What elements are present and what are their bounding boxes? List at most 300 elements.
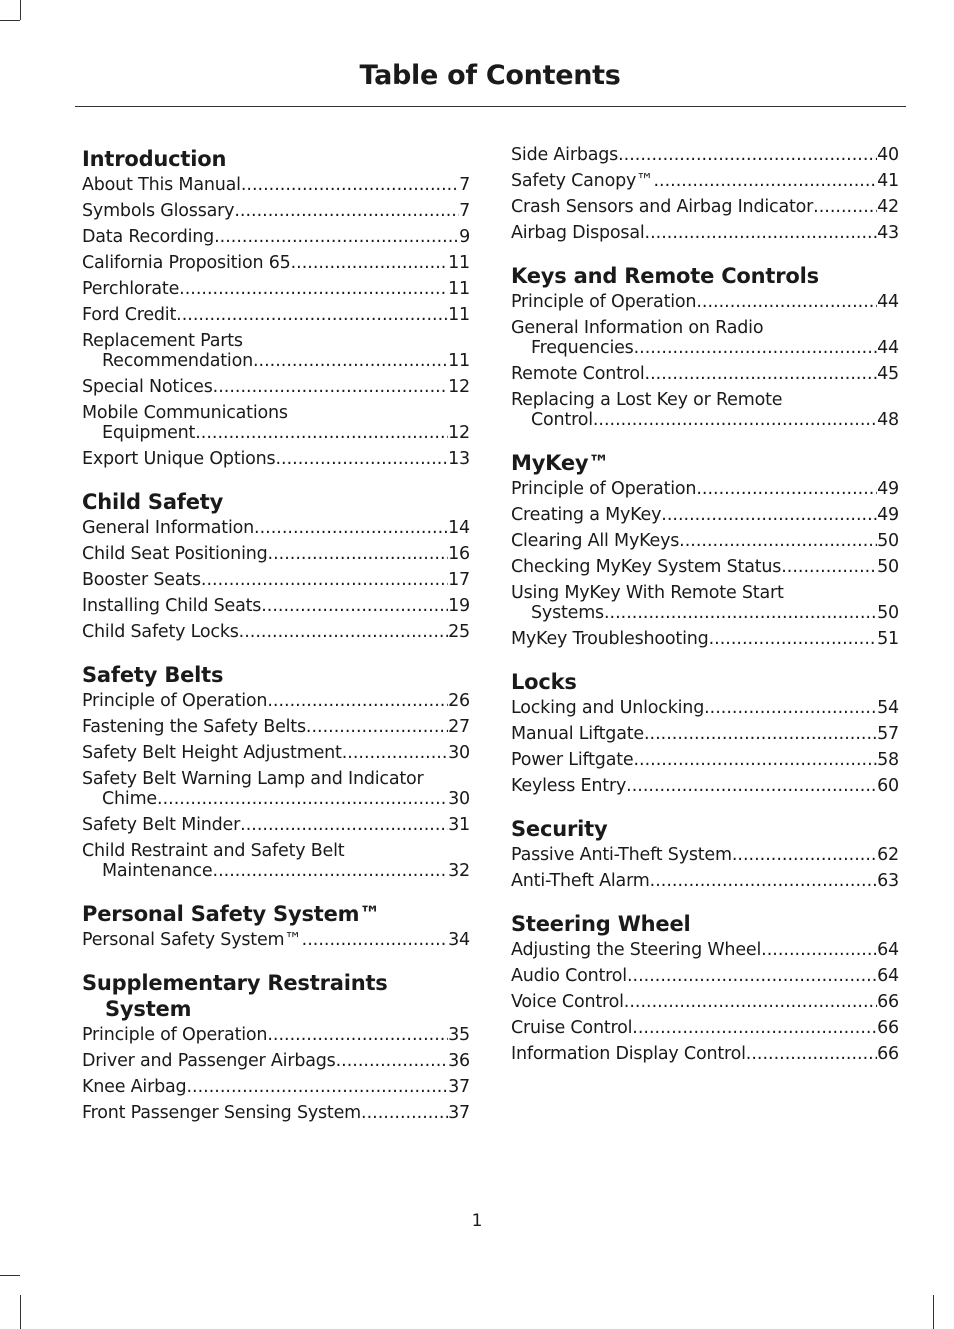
toc-entry-line (82, 305, 470, 325)
toc-page-number: 35 (448, 1025, 470, 1045)
toc-entry-text: General Information (82, 518, 255, 538)
toc-entry-text: Creating a MyKey (511, 505, 662, 525)
toc-page-number: 32 (448, 861, 470, 881)
leader-dots (653, 171, 877, 191)
toc-entry-text: Safety Canopy™ (511, 171, 654, 191)
toc-entry-principle-of-operation[interactable] (511, 292, 899, 312)
toc-entry-mykey-troubleshooting[interactable] (511, 629, 899, 649)
toc-page-number: 27 (448, 717, 470, 737)
toc-entry-text: Driver and Passenger Airbags (82, 1051, 336, 1071)
toc-entry-cruise-control[interactable] (511, 1018, 899, 1038)
toc-entry-general-information[interactable] (82, 518, 470, 538)
section-heading-text: Supplementary Restraints (82, 971, 388, 995)
leader-dots (201, 570, 448, 590)
toc-entry-text: Booster Seats (82, 570, 201, 590)
leader-dots (696, 292, 877, 312)
toc-page-number: 16 (448, 544, 470, 564)
leader-dots (336, 1051, 449, 1071)
toc-entry-safety-belt-warning-lamp-and-indicator-chime[interactable] (82, 769, 470, 809)
toc-entry-text: Maintenance (102, 861, 213, 881)
toc-entry-line (82, 253, 470, 273)
toc-entry-voice-control[interactable] (511, 992, 899, 1012)
toc-entry-creating-a-mykey[interactable] (511, 505, 899, 525)
section-heading-text: Child Safety (82, 490, 224, 514)
toc-entry-text: Export Unique Options (82, 449, 276, 469)
toc-entry-line (82, 769, 470, 789)
toc-page-number: 30 (448, 743, 470, 763)
toc-entry-text: Systems (531, 603, 604, 623)
toc-entry-line (511, 776, 899, 796)
toc-entry-driver-and-passenger-airbags[interactable] (82, 1051, 470, 1071)
leader-dots (275, 449, 448, 469)
toc-entry-information-display-control[interactable] (511, 1044, 899, 1064)
toc-section-child-safety (82, 489, 470, 642)
section-heading (511, 263, 899, 289)
toc-entry-line (82, 930, 470, 950)
leader-dots (291, 253, 449, 273)
leader-dots (186, 1077, 448, 1097)
toc-entry-symbols-glossary[interactable] (82, 201, 470, 221)
toc-page-number: 12 (448, 423, 470, 443)
toc-entry-text: Recommendation (102, 351, 253, 371)
toc-entry-line (82, 544, 470, 564)
leader-dots (633, 750, 877, 770)
leader-dots (241, 175, 459, 195)
toc-entry-line (511, 871, 899, 891)
toc-entry-replacement-parts-recommendation[interactable] (82, 331, 470, 371)
toc-page-number: 45 (877, 364, 899, 384)
toc-entry-text: Equipment (102, 423, 196, 443)
toc-entry-line (511, 531, 899, 551)
toc-entry-line (82, 1025, 470, 1045)
toc-entry-text: Personal Safety System™ (82, 930, 302, 950)
toc-entry-line (511, 583, 899, 603)
toc-section-continued (511, 145, 899, 243)
toc-entry-mobile-communications-equipment[interactable] (82, 403, 470, 443)
toc-entry-text: About This Manual (82, 175, 241, 195)
section-heading-text: MyKey™ (511, 451, 610, 475)
toc-page-number: 13 (448, 449, 470, 469)
toc-entry-checking-mykey-system-status[interactable] (511, 557, 899, 577)
leader-dots (261, 596, 448, 616)
toc-entry-text: Principle of Operation (82, 691, 268, 711)
leader-dots (213, 861, 449, 881)
leader-dots (618, 145, 877, 165)
toc-entry-fastening-the-safety-belts[interactable] (82, 717, 470, 737)
toc-entry-line (82, 743, 470, 763)
toc-page-number: 42 (877, 197, 899, 217)
leader-dots (302, 930, 448, 950)
toc-page-number: 50 (877, 603, 899, 623)
toc-entry-line (82, 331, 470, 351)
section-heading (511, 816, 899, 842)
section-heading (82, 489, 470, 515)
toc-left-column (82, 146, 470, 1143)
toc-entry-text: Front Passenger Sensing System (82, 1103, 362, 1123)
toc-entry-line (511, 966, 899, 986)
toc-entry-knee-airbag[interactable] (82, 1077, 470, 1097)
toc-entry-text: Special Notices (82, 377, 213, 397)
toc-entry-safety-belt-height-adjustment[interactable] (82, 743, 470, 763)
section-heading-text: Safety Belts (82, 663, 224, 687)
leader-dots (239, 622, 448, 642)
toc-entry-text: Clearing All MyKeys (511, 531, 680, 551)
toc-page-number: 49 (877, 479, 899, 499)
section-heading-text: Locks (511, 670, 577, 694)
toc-entry-text: Principle of Operation (82, 1025, 268, 1045)
toc-entry-line (511, 145, 899, 165)
toc-page-number: 11 (448, 253, 470, 273)
toc-entry-text: Adjusting the Steering Wheel (511, 940, 762, 960)
leader-dots (632, 1018, 877, 1038)
leader-dots (361, 1103, 448, 1123)
title-divider (75, 106, 906, 107)
toc-entry-text: General Information on Radio (511, 318, 764, 338)
toc-section-security (511, 816, 899, 891)
leader-dots (624, 992, 877, 1012)
leader-dots (661, 505, 877, 525)
toc-entry-principle-of-operation[interactable] (82, 691, 470, 711)
leader-dots (709, 629, 878, 649)
toc-entry-principle-of-operation[interactable] (82, 1025, 470, 1045)
leader-dots (813, 197, 877, 217)
leader-dots (732, 845, 877, 865)
toc-page-number: 57 (877, 724, 899, 744)
toc-entry-audio-control[interactable] (511, 966, 899, 986)
toc-entry-power-liftgate[interactable] (511, 750, 899, 770)
toc-page-number: 9 (459, 227, 470, 247)
toc-entry-line (82, 1103, 470, 1123)
toc-page-number: 40 (877, 145, 899, 165)
toc-entry-text: Frequencies (531, 338, 634, 358)
toc-page-number: 7 (459, 201, 470, 221)
toc-entry-line (82, 570, 470, 590)
toc-entry-line (511, 1044, 899, 1064)
toc-entry-text: Principle of Operation (511, 479, 697, 499)
crop-mark-top-left-horizontal (0, 20, 20, 21)
toc-section-introduction (82, 146, 470, 469)
toc-entry-passive-anti-theft-system[interactable] (511, 845, 899, 865)
toc-entry-text: Safety Belt Warning Lamp and Indicator (82, 769, 424, 789)
toc-entry-text: Locking and Unlocking (511, 698, 705, 718)
toc-entry-line (511, 940, 899, 960)
leader-dots (176, 305, 448, 325)
toc-entry-child-seat-positioning[interactable] (82, 544, 470, 564)
toc-entry-line (82, 691, 470, 711)
toc-entry-line (511, 364, 899, 384)
toc-entry-text: Checking MyKey System Status (511, 557, 782, 577)
toc-right-column (511, 145, 899, 1084)
section-heading-text: Keys and Remote Controls (511, 264, 819, 288)
section-heading-text: Personal Safety System™ (82, 902, 381, 926)
toc-page-number: 11 (448, 351, 470, 371)
toc-entry-text: Data Recording (82, 227, 215, 247)
toc-page-number: 51 (877, 629, 899, 649)
toc-entry-child-restraint-and-safety-belt-maintenance[interactable] (82, 841, 470, 881)
toc-section-keys-and-remote-controls (511, 263, 899, 430)
leader-dots (267, 1025, 448, 1045)
toc-entry-crash-sensors-and-airbag-indicator[interactable] (511, 197, 899, 217)
toc-entry-line (82, 789, 470, 809)
toc-entry-replacing-a-lost-key-or-remote-control[interactable] (511, 390, 899, 430)
leader-dots (679, 531, 877, 551)
crop-mark-bottom-right-vertical (933, 1295, 934, 1329)
section-heading (82, 662, 470, 688)
toc-entry-line (511, 390, 899, 410)
toc-entry-line (511, 223, 899, 243)
toc-page-number: 66 (877, 1044, 899, 1064)
toc-entry-california-proposition-65[interactable] (82, 253, 470, 273)
toc-page-number: 19 (448, 596, 470, 616)
toc-entry-line (82, 423, 470, 443)
section-heading (82, 970, 470, 1022)
leader-dots (342, 743, 448, 763)
toc-entry-text: Passive Anti-Theft System (511, 845, 732, 865)
leader-dots (761, 940, 877, 960)
toc-entry-line (82, 717, 470, 737)
leader-dots (213, 377, 448, 397)
toc-entry-line (511, 698, 899, 718)
toc-entry-text: Cruise Control (511, 1018, 633, 1038)
toc-page-number: 54 (877, 698, 899, 718)
toc-entry-text: Airbag Disposal (511, 223, 645, 243)
crop-mark-bottom-left-horizontal (0, 1275, 20, 1276)
toc-page-number: 25 (448, 622, 470, 642)
toc-page-number: 7 (459, 175, 470, 195)
leader-dots (627, 966, 877, 986)
toc-page-number: 12 (448, 377, 470, 397)
toc-entry-line (511, 505, 899, 525)
toc-entry-anti-theft-alarm[interactable] (511, 871, 899, 891)
page-title: Table of Contents (359, 60, 621, 91)
toc-entry-line (511, 557, 899, 577)
toc-entry-principle-of-operation[interactable] (511, 479, 899, 499)
toc-entry-text: Perchlorate (82, 279, 180, 299)
toc-entry-text: Power Liftgate (511, 750, 634, 770)
toc-entry-text: Voice Control (511, 992, 624, 1012)
toc-page-number: 37 (448, 1077, 470, 1097)
toc-entry-adjusting-the-steering-wheel[interactable] (511, 940, 899, 960)
toc-entry-line (511, 1018, 899, 1038)
toc-entry-line (511, 629, 899, 649)
toc-entry-general-information-on-radio-frequencies[interactable] (511, 318, 899, 358)
toc-entry-text: Audio Control (511, 966, 627, 986)
toc-entry-line (511, 410, 899, 430)
toc-section-personal-safety-system (82, 901, 470, 950)
toc-page-number: 44 (877, 338, 899, 358)
leader-dots (179, 279, 448, 299)
toc-page-number: 14 (448, 518, 470, 538)
toc-entry-line (82, 403, 470, 423)
leader-dots (781, 557, 877, 577)
toc-page-number: 30 (448, 789, 470, 809)
toc-entry-perchlorate[interactable] (82, 279, 470, 299)
toc-page-number: 60 (877, 776, 899, 796)
section-heading-text: System (105, 997, 192, 1021)
toc-entry-text: Information Display Control (511, 1044, 746, 1064)
section-heading (511, 911, 899, 937)
toc-page-number: 64 (877, 966, 899, 986)
leader-dots (746, 1044, 877, 1064)
leader-dots (644, 724, 877, 744)
toc-entry-line (82, 622, 470, 642)
toc-page-number: 62 (877, 845, 899, 865)
toc-section-steering-wheel (511, 911, 899, 1064)
toc-entry-text: Child Seat Positioning (82, 544, 268, 564)
toc-entry-text: Anti-Theft Alarm (511, 871, 650, 891)
toc-entry-line (82, 861, 470, 881)
leader-dots (234, 201, 459, 221)
toc-entry-text: Chime (102, 789, 157, 809)
section-heading-text: Introduction (82, 147, 227, 171)
toc-entry-text: Control (531, 410, 593, 430)
toc-entry-text: Side Airbags (511, 145, 619, 165)
toc-entry-export-unique-options[interactable] (82, 449, 470, 469)
toc-page-number: 11 (448, 279, 470, 299)
toc-entry-special-notices[interactable] (82, 377, 470, 397)
toc-entry-line (82, 175, 470, 195)
toc-page-number: 50 (877, 557, 899, 577)
toc-section-mykey (511, 450, 899, 649)
toc-page-number: 63 (877, 871, 899, 891)
leader-dots (593, 410, 877, 430)
toc-entry-safety-belt-minder[interactable] (82, 815, 470, 835)
toc-page-number: 58 (877, 750, 899, 770)
toc-entry-remote-control[interactable] (511, 364, 899, 384)
toc-entry-side-airbags[interactable] (511, 145, 899, 165)
toc-entry-line (82, 201, 470, 221)
toc-section-safety-belts (82, 662, 470, 881)
toc-entry-ford-credit[interactable] (82, 305, 470, 325)
toc-entry-text: California Proposition 65 (82, 253, 291, 273)
toc-entry-line (82, 351, 470, 371)
leader-dots (626, 776, 877, 796)
toc-page-number: 66 (877, 992, 899, 1012)
section-heading (511, 669, 899, 695)
page-number: 1 (471, 1211, 483, 1231)
leader-dots (254, 518, 448, 538)
toc-entry-line (82, 279, 470, 299)
leader-dots (306, 717, 448, 737)
toc-entry-line (82, 227, 470, 247)
toc-page-number: 34 (448, 930, 470, 950)
section-heading (511, 450, 899, 476)
toc-entry-text: Mobile Communications (82, 403, 288, 423)
toc-entry-text: Principle of Operation (511, 292, 697, 312)
toc-page-number: 50 (877, 531, 899, 551)
toc-entry-text: Knee Airbag (82, 1077, 187, 1097)
crop-mark-bottom-left-vertical (20, 1295, 21, 1329)
leader-dots (704, 698, 877, 718)
toc-entry-text: Child Restraint and Safety Belt (82, 841, 345, 861)
toc-entry-airbag-disposal[interactable] (511, 223, 899, 243)
toc-page-number: 43 (877, 223, 899, 243)
leader-dots (214, 227, 459, 247)
toc-entry-using-mykey-with-remote-start-systems[interactable] (511, 583, 899, 623)
toc-section-locks (511, 669, 899, 796)
toc-entry-line (511, 318, 899, 338)
toc-entry-line (82, 596, 470, 616)
toc-entry-line (511, 479, 899, 499)
toc-entry-line (511, 750, 899, 770)
toc-entry-front-passenger-sensing-system[interactable] (82, 1103, 470, 1123)
toc-entry-line (511, 338, 899, 358)
toc-entry-line (82, 1077, 470, 1097)
toc-entry-text: Remote Control (511, 364, 645, 384)
toc-entry-line (82, 518, 470, 538)
toc-entry-about-this-manual[interactable] (82, 175, 470, 195)
toc-entry-line (511, 845, 899, 865)
toc-entry-text: Child Safety Locks (82, 622, 239, 642)
toc-entry-personal-safety-system[interactable] (82, 930, 470, 950)
toc-entry-text: Keyless Entry (511, 776, 627, 796)
toc-page-number: 11 (448, 305, 470, 325)
toc-entry-manual-liftgate[interactable] (511, 724, 899, 744)
leader-dots (696, 479, 877, 499)
toc-section-supplementary-restraints-system (82, 970, 470, 1123)
toc-page-number: 66 (877, 1018, 899, 1038)
leader-dots (195, 423, 448, 443)
leader-dots (634, 338, 878, 358)
toc-entry-text: Replacement Parts (82, 331, 243, 351)
toc-page-number: 36 (448, 1051, 470, 1071)
leader-dots (157, 789, 448, 809)
leader-dots (604, 603, 877, 623)
toc-entry-line (511, 197, 899, 217)
toc-entry-line (511, 992, 899, 1012)
toc-entry-safety-canopy[interactable] (511, 171, 899, 191)
toc-entry-installing-child-seats[interactable] (82, 596, 470, 616)
toc-entry-text: Installing Child Seats (82, 596, 262, 616)
toc-entry-text: Ford Credit (82, 305, 177, 325)
toc-entry-text: MyKey Troubleshooting (511, 629, 709, 649)
toc-page-number: 26 (448, 691, 470, 711)
toc-entry-child-safety-locks[interactable] (82, 622, 470, 642)
toc-entry-text: Safety Belt Height Adjustment (82, 743, 342, 763)
toc-page-number: 49 (877, 505, 899, 525)
leader-dots (267, 691, 448, 711)
leader-dots (645, 364, 878, 384)
toc-page-number: 31 (448, 815, 470, 835)
toc-entry-line (82, 815, 470, 835)
section-heading-text: Security (511, 817, 608, 841)
leader-dots (650, 871, 878, 891)
crop-mark-top-left-vertical (20, 0, 21, 20)
toc-entry-line (511, 603, 899, 623)
toc-entry-keyless-entry[interactable] (511, 776, 899, 796)
toc-page-number: 64 (877, 940, 899, 960)
toc-entry-text: Safety Belt Minder (82, 815, 241, 835)
toc-entry-line (82, 841, 470, 861)
toc-page-number: 44 (877, 292, 899, 312)
toc-page-number: 17 (448, 570, 470, 590)
toc-entry-line (82, 377, 470, 397)
leader-dots (645, 223, 878, 243)
leader-dots (268, 544, 449, 564)
toc-entry-line (511, 724, 899, 744)
toc-entry-data-recording[interactable] (82, 227, 470, 247)
toc-entry-line (82, 449, 470, 469)
toc-entry-booster-seats[interactable] (82, 570, 470, 590)
section-heading (82, 146, 470, 172)
toc-page-number: 41 (877, 171, 899, 191)
toc-entry-text: Manual Liftgate (511, 724, 644, 744)
toc-entry-locking-and-unlocking[interactable] (511, 698, 899, 718)
toc-entry-clearing-all-mykeys[interactable] (511, 531, 899, 551)
toc-entry-text: Fastening the Safety Belts (82, 717, 306, 737)
toc-entry-text: Replacing a Lost Key or Remote (511, 390, 783, 410)
leader-dots (253, 351, 448, 371)
